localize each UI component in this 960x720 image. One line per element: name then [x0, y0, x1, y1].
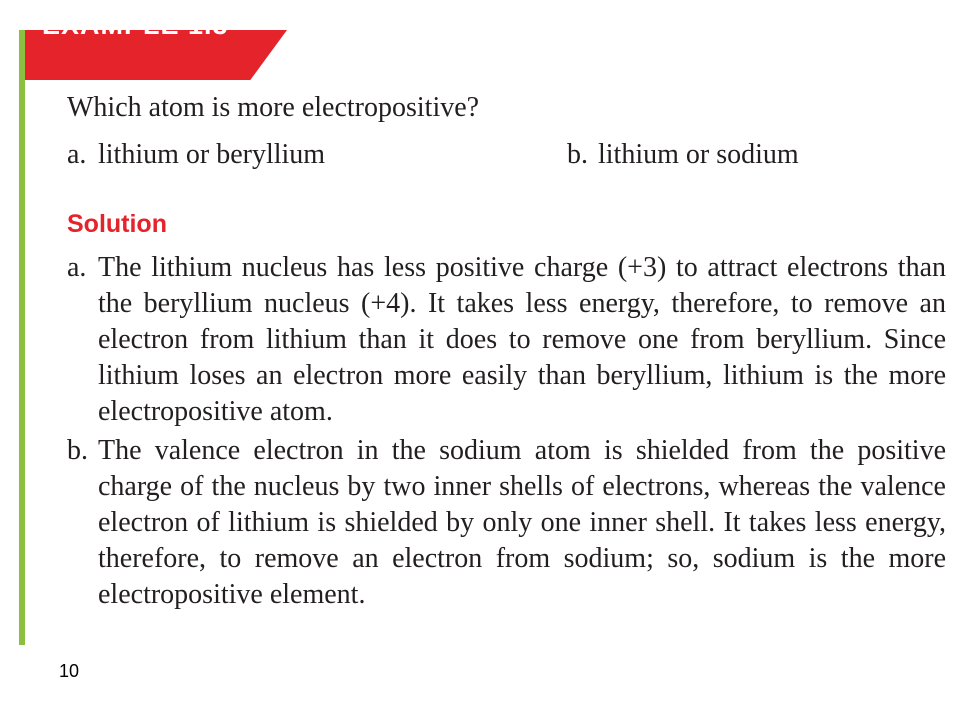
solution-line: charge of the nucleus by two inner shells of electrons, whereas the valence	[98, 471, 946, 502]
solution-line: electropositive atom.	[98, 396, 333, 427]
choice-b-text: lithium or sodium	[598, 139, 799, 170]
solution-part-b-label: b.	[67, 435, 88, 466]
choice-a-text: lithium or beryllium	[98, 139, 326, 170]
choice-a	[67, 139, 325, 171]
solution-part-b	[67, 433, 946, 613]
solution-line: electron from lithium than it does to remove one from beryllium. Since	[98, 324, 946, 355]
question-text: Which atom is more electropositive?	[67, 92, 480, 123]
solution-part-a-label: a.	[67, 252, 87, 283]
solution-line: therefore, to remove an electron from sodium; so, sodium is the more	[98, 543, 946, 574]
solution-line: The valence electron in the sodium atom is shielded from the positive	[98, 435, 946, 466]
example-title: EXAMPLE 1.3	[42, 10, 229, 40]
choice-b	[567, 139, 799, 171]
choice-a-label: a.	[67, 139, 87, 170]
page-number: 10	[59, 661, 80, 681]
solution-line: The lithium nucleus has less positive charge (+3) to attract electrons than	[98, 252, 946, 283]
solution-line: electropositive element.	[98, 579, 366, 610]
solution-line: the beryllium nucleus (+4). It takes less energy, therefore, to remove an	[98, 288, 946, 319]
solution-part-a	[67, 250, 946, 430]
solution-line: lithium loses an electron more easily than beryllium, lithium is the more	[98, 360, 946, 391]
solution-heading: Solution	[67, 210, 167, 238]
choice-b-label: b.	[567, 139, 588, 170]
solution-line: electron of lithium is shielded by only one inner shell. It takes less energy,	[98, 507, 946, 538]
left-accent-rule	[19, 30, 25, 645]
